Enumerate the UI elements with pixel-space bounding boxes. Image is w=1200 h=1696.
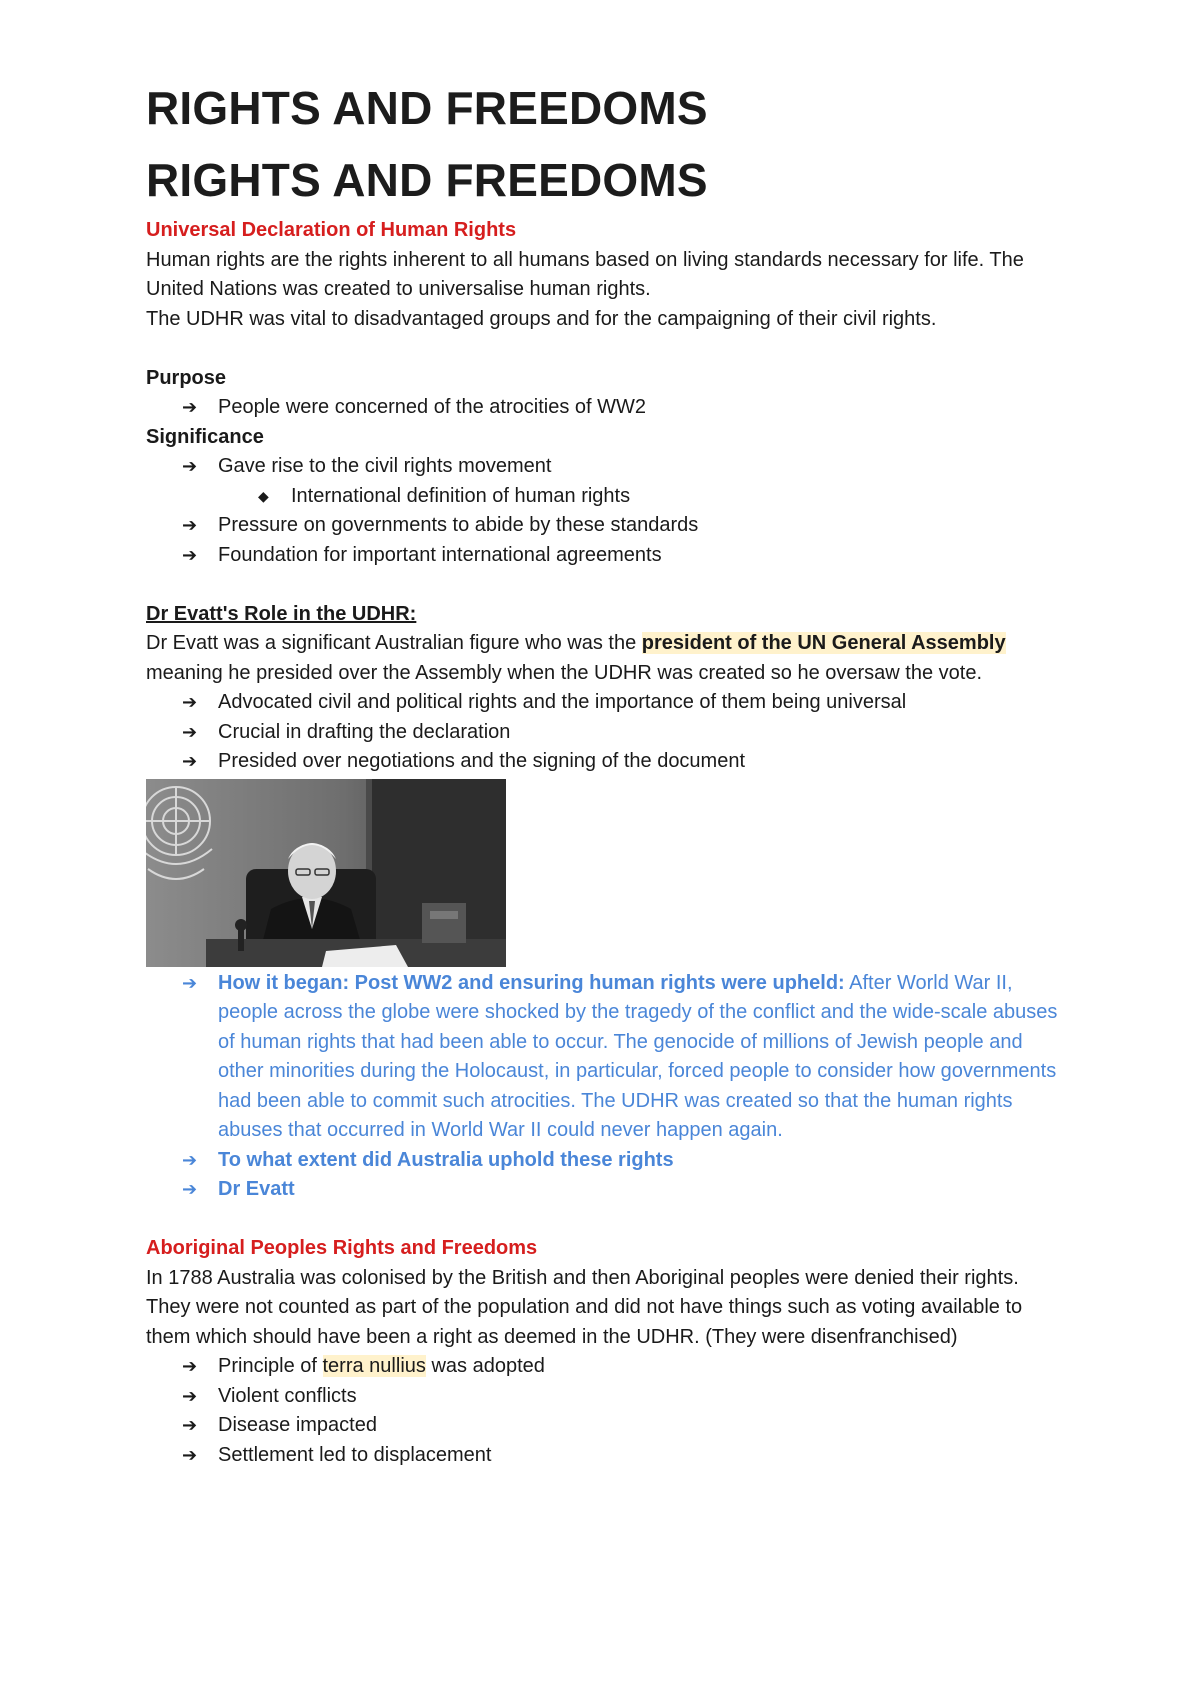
arrow-icon: ➔: [182, 1356, 198, 1376]
significance-list: [146, 452, 1066, 570]
list-item: ➔ People were concerned of the atrocities of WW2: [146, 393, 1066, 423]
aboriginal-heading: Aboriginal Peoples Rights and Freedoms: [146, 1237, 538, 1259]
arrow-icon: ➔: [182, 1179, 198, 1199]
arrow-icon: ➔: [182, 1385, 198, 1406]
aboriginal-list: [146, 1352, 1066, 1470]
list-item: ➔ Pressure on governments to abide by these standards: [146, 511, 1066, 541]
purpose-list: [146, 393, 1066, 423]
arrow-icon: ➔: [182, 972, 198, 993]
udhr-intro-1: Human rights are the rights inherent to all humans based on living standards necessary for life. The United Nations was created to universalise human rights.: [146, 248, 1024, 300]
arrow-icon: ➔: [182, 751, 198, 771]
page-title: RIGHTS AND FREEDOMS: [146, 82, 708, 134]
diamond-icon: ◆: [258, 487, 269, 504]
arrow-icon: ➔: [182, 456, 198, 476]
arrow-icon: ➔: [182, 1444, 198, 1465]
list-item: ➔ Crucial in drafting the declaration: [146, 718, 1066, 748]
page-title-repeat: RIGHTS AND FREEDOMS: [146, 154, 708, 206]
list-item: ➔ Violent conflicts: [146, 1382, 1066, 1412]
list-subitem: ◆ International definition of human rights: [146, 482, 1066, 512]
arrow-icon: ➔: [182, 692, 198, 712]
list-item: ➔ Dr Evatt: [146, 1175, 1066, 1205]
list-item: ➔ Gave rise to the civil rights movement: [146, 452, 1066, 482]
evatt-photo: [146, 779, 506, 967]
list-item: ➔ Advocated civil and political rights and the importance of them being universal: [146, 688, 1066, 718]
arrow-icon: ➔: [182, 1149, 198, 1170]
list-item: ➔ Presided over negotiations and the signing of the document: [146, 747, 1066, 777]
list-item: ➔ Settlement led to displacement: [146, 1441, 1066, 1471]
evatt-list: [146, 688, 1066, 777]
highlighted-text: terra nullius: [322, 1355, 426, 1377]
evatt-context-list: [146, 969, 1066, 1205]
arrow-icon: ➔: [182, 721, 198, 742]
arrow-icon: ➔: [182, 397, 198, 417]
list-item: ➔ To what extent did Australia uphold these rights: [146, 1146, 1066, 1176]
list-item: ➔ Foundation for important international agreements: [146, 541, 1066, 571]
highlighted-text: president of the UN General Assembly: [641, 632, 1006, 654]
significance-heading: Significance: [146, 425, 264, 448]
arrow-icon: ➔: [182, 544, 198, 565]
purpose-heading: Purpose: [146, 366, 227, 389]
arrow-icon: ➔: [182, 1415, 198, 1435]
aboriginal-paragraph: In 1788 Australia was colonised by the British and then Aboriginal peoples were denied their rights. They were not counted as part of the population and did not have things such as voting available to them which should have been a right as deemed in the UDHR. (They were disenfranchised): [146, 1266, 1023, 1348]
udhr-intro-2: The UDHR was vital to disadvantaged groups and for the campaigning of their civil rights.: [146, 307, 937, 330]
document-page: [146, 72, 1066, 1470]
list-item: ➔ How it began: Post WW2 and ensuring human rights were upheld: After World War II, people across the globe were shocked by the tragedy of the conflict and the wide-scale abuses of human rights that had been able to occur. The genocide of millions of Jewish people and other minorities during the Holocaust, in particular, forced people to consider how governments had been able to commit such atrocities. The UDHR was created so that the human rights abuses that occurred in World War II could never happen again.: [146, 969, 1066, 1146]
list-item: ➔ Disease impacted: [146, 1411, 1066, 1441]
arrow-icon: ➔: [182, 515, 198, 535]
evatt-heading: Dr Evatt's Role in the UDHR:: [146, 602, 417, 625]
list-item: ➔ Principle of terra nullius was adopted: [146, 1352, 1066, 1382]
udhr-heading: Universal Declaration of Human Rights: [146, 219, 517, 241]
evatt-paragraph: Dr Evatt was a significant Australian figure who was the president of the UN General Assembly meaning he presided over the Assembly when the UDHR was created so he oversaw the vote.: [146, 632, 1006, 684]
